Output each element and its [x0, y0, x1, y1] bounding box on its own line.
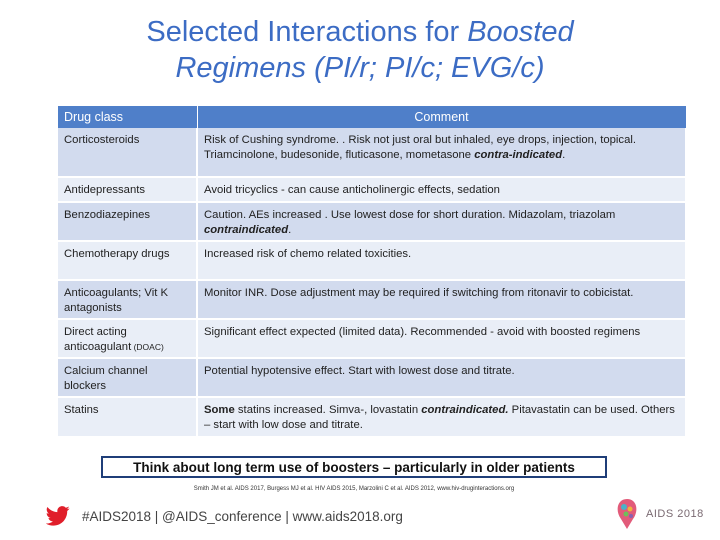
drug-class-cell: Calcium channel blockers [58, 358, 197, 397]
footer-text: #AIDS2018 | @AIDS_conference | www.aids2018.org [82, 508, 403, 524]
title-line-2: Regimens (PI/r; PI/c; EVG/c) [175, 52, 545, 84]
footer [46, 505, 403, 527]
drug-class-cell: Direct acting anticoagulant (DOAC) [58, 319, 197, 358]
drug-class-cell: Corticosteroids [58, 128, 197, 177]
table-row [58, 241, 686, 280]
comment-cell: Monitor INR. Dose adjustment may be required if switching from ritonavir to cobicistat. [197, 280, 686, 319]
title-line-1: Selected Interactions for Boosted [146, 16, 574, 48]
page-title [40, 14, 680, 86]
table-row [58, 177, 686, 202]
drug-abbreviation: (DOAC) [131, 341, 164, 352]
drug-class-cell: Antidepressants [58, 177, 197, 202]
comment-emphasis: contra-indicated [474, 148, 563, 161]
comment-cell: Potential hypotensive effect. Start with lowest dose and titrate. [197, 358, 686, 397]
drug-class-cell: Anticoagulants; Vit K antagonists [58, 280, 197, 319]
header-drug-class: Drug class [58, 106, 197, 128]
callout-box: Think about long term use of boosters – particularly in older patients [101, 456, 607, 478]
table-row [58, 202, 686, 241]
table-row [58, 128, 686, 177]
comment-emphasis: contraindicated [204, 223, 289, 236]
drug-class-cell: Benzodiazepines [58, 202, 197, 241]
logo-text: AIDS 2018 [646, 508, 704, 520]
conference-logo [612, 496, 712, 532]
references: Smith JM et al. AIDS 2017, Burgess MJ et al. HIV AIDS 2015, Marzolini C et al. AIDS 2012, www.hiv-druginteractions.org [193, 486, 515, 492]
table-row [58, 358, 686, 397]
comment-cell: Significant effect expected (limited data). Recommended - avoid with boosted regimens [197, 319, 686, 358]
comment-emphasis: contraindicated. [421, 404, 509, 416]
aids-conference-logo-icon [612, 497, 642, 531]
table-row [58, 319, 686, 358]
comment-cell: Caution. AEs increased . Use lowest dose for short duration. Midazolam, triazolam contraindicated. [197, 202, 686, 241]
drug-class-cell: Chemotherapy drugs [58, 241, 197, 280]
table-row [58, 397, 686, 437]
twitter-bird-icon [46, 506, 70, 526]
comment-cell: Avoid tricyclics - can cause anticholinergic effects, sedation [197, 177, 686, 202]
comment-cell: Increased risk of chemo related toxicities. [197, 241, 686, 280]
header-comment: Comment [197, 106, 686, 128]
drug-class-cell: Statins [58, 397, 197, 437]
comment-cell: Risk of Cushing syndrome. . Risk not just oral but inhaled, eye drops, injection, topical. Triamcinolone, budesonide, fluticasone, mometasone contra-indicated. [197, 128, 686, 177]
title-emphasis: Boosted [467, 16, 574, 48]
comment-lead: Some [204, 404, 235, 416]
table-row [58, 280, 686, 319]
interactions-table [58, 106, 687, 438]
comment-cell: Some statins increased. Simva-, lovastatin contraindicated. Pitavastatin can be used. Others – start with low dose and titrate. [197, 397, 686, 437]
table-header-row [58, 106, 686, 128]
